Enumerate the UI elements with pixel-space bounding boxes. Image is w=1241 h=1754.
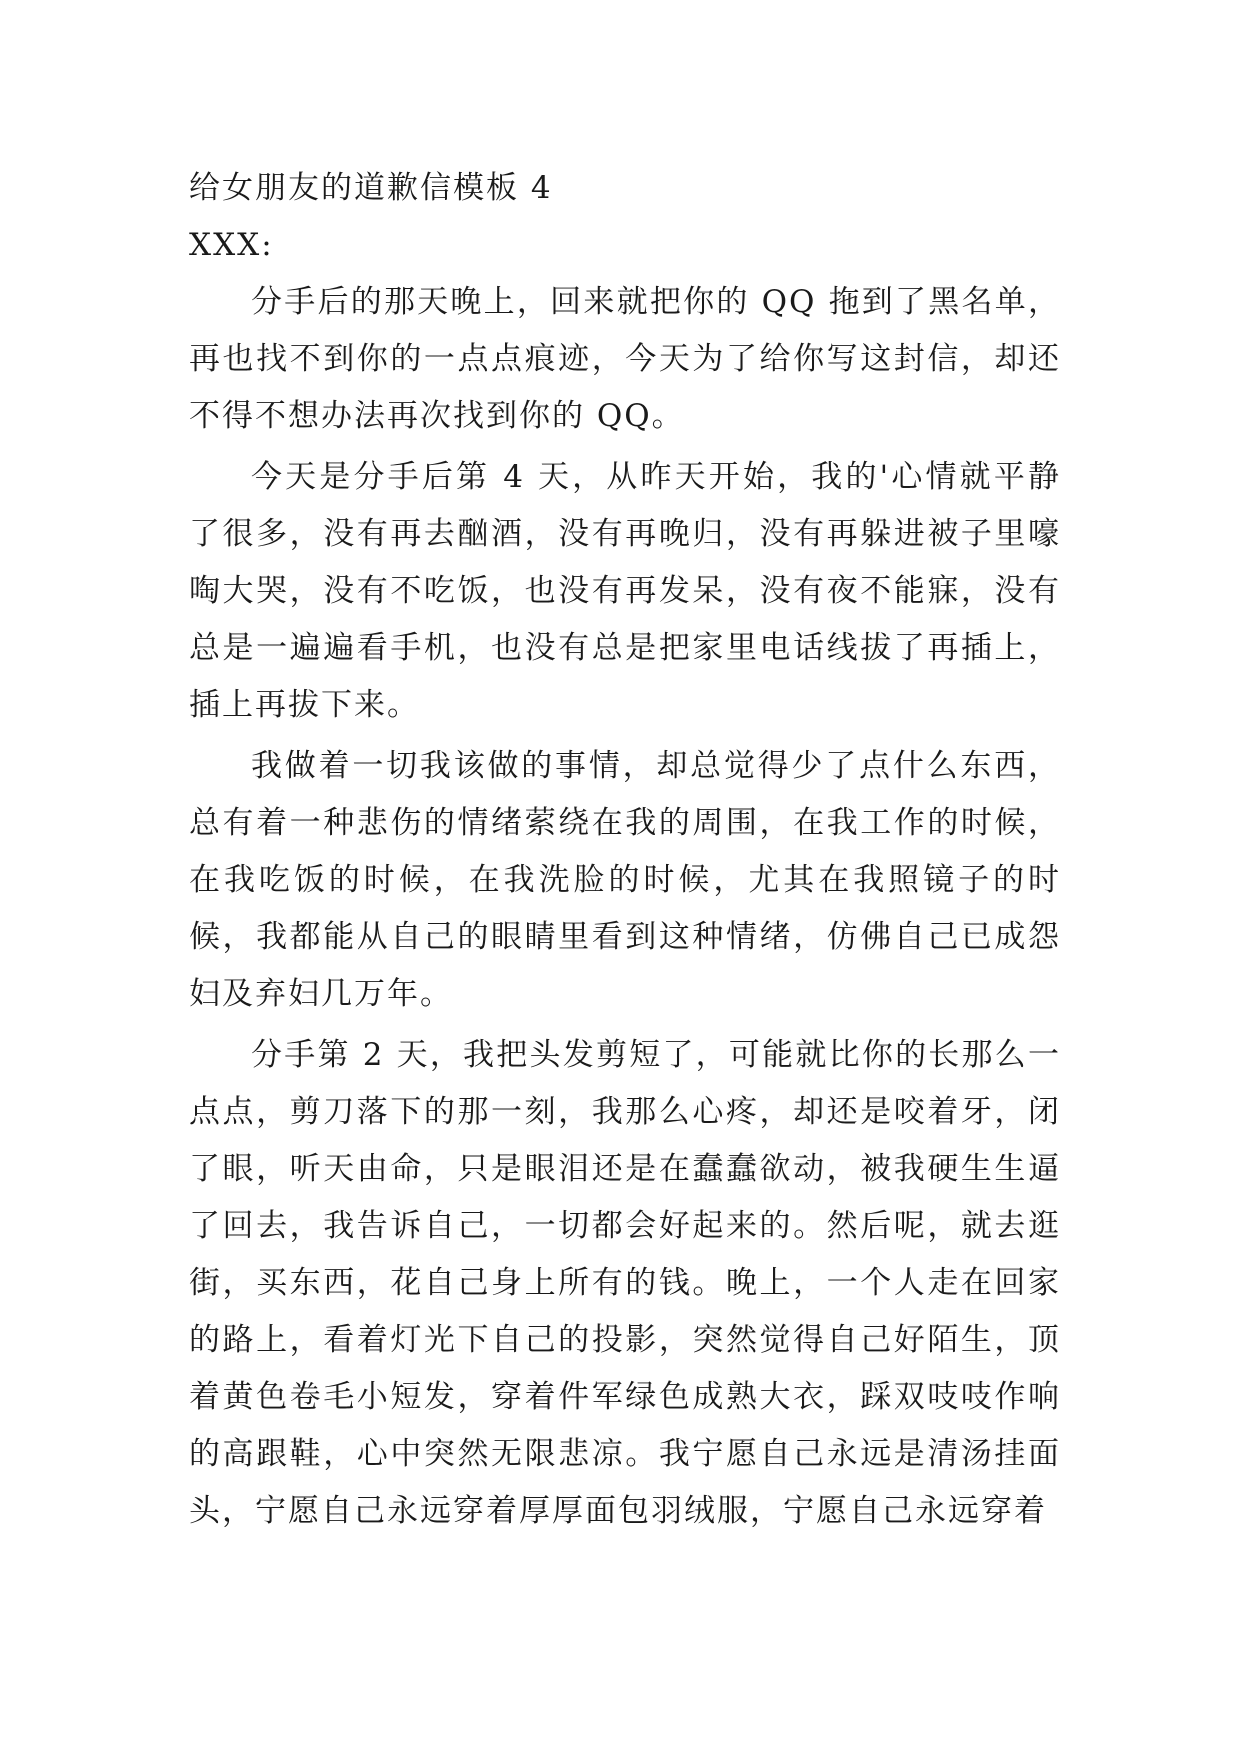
paragraph-2: 今天是分手后第 4 天，从昨天开始，我的'心情就平静了很多，没有再去酗酒，没有再晚归，没有再躲进被子里嚎啕大哭，没有不吃饭，也没有再发呆，没有夜不能寐，没有总是一遍遍看手机，也没有总是把家里电话线拔了再插上，插上再拔下来。: [189, 459, 1061, 723]
document-title: 给女朋友的道歉信模板 4: [189, 170, 553, 206]
document-body: [189, 160, 1061, 1544]
paragraph-4: 分手第 2 天，我把头发剪短了，可能就比你的长那么一点点，剪刀落下的那一刻，我那么心疼，却还是咬着牙，闭了眼，听天由命，只是眼泪还是在蠢蠢欲动，被我硬生生逼了回去，我告诉自己，一切都会好起来的。然后呢，就去逛街，买东西，花自己身上所有的钱。晚上，一个人走在回家的路上，看着灯光下自己的投影，突然觉得自己好陌生，顶着黄色卷毛小短发，穿着件军绿色成熟大衣，踩双吱吱作响的高跟鞋，心中突然无限悲凉。我宁愿自己永远是清汤挂面头，宁愿自己永远穿着厚厚面包羽绒服，宁愿自己永远穿着: [189, 1037, 1061, 1529]
salutation: XXX:: [189, 227, 274, 263]
paragraph-1: 分手后的那天晚上，回来就把你的 QQ 拖到了黑名单，再也找不到你的一点点痕迹，今天为了给你写这封信，却还不得不想办法再次找到你的 QQ。: [189, 284, 1061, 434]
paragraph-3: 我做着一切我该做的事情，却总觉得少了点什么东西，总有着一种悲伤的情绪萦绕在我的周围，在我工作的时候，在我吃饭的时候，在我洗脸的时候，尤其在我照镜子的时候，我都能从自己的眼睛里看到这种情绪，仿佛自己已成怨妇及弃妇几万年。: [189, 748, 1061, 1012]
